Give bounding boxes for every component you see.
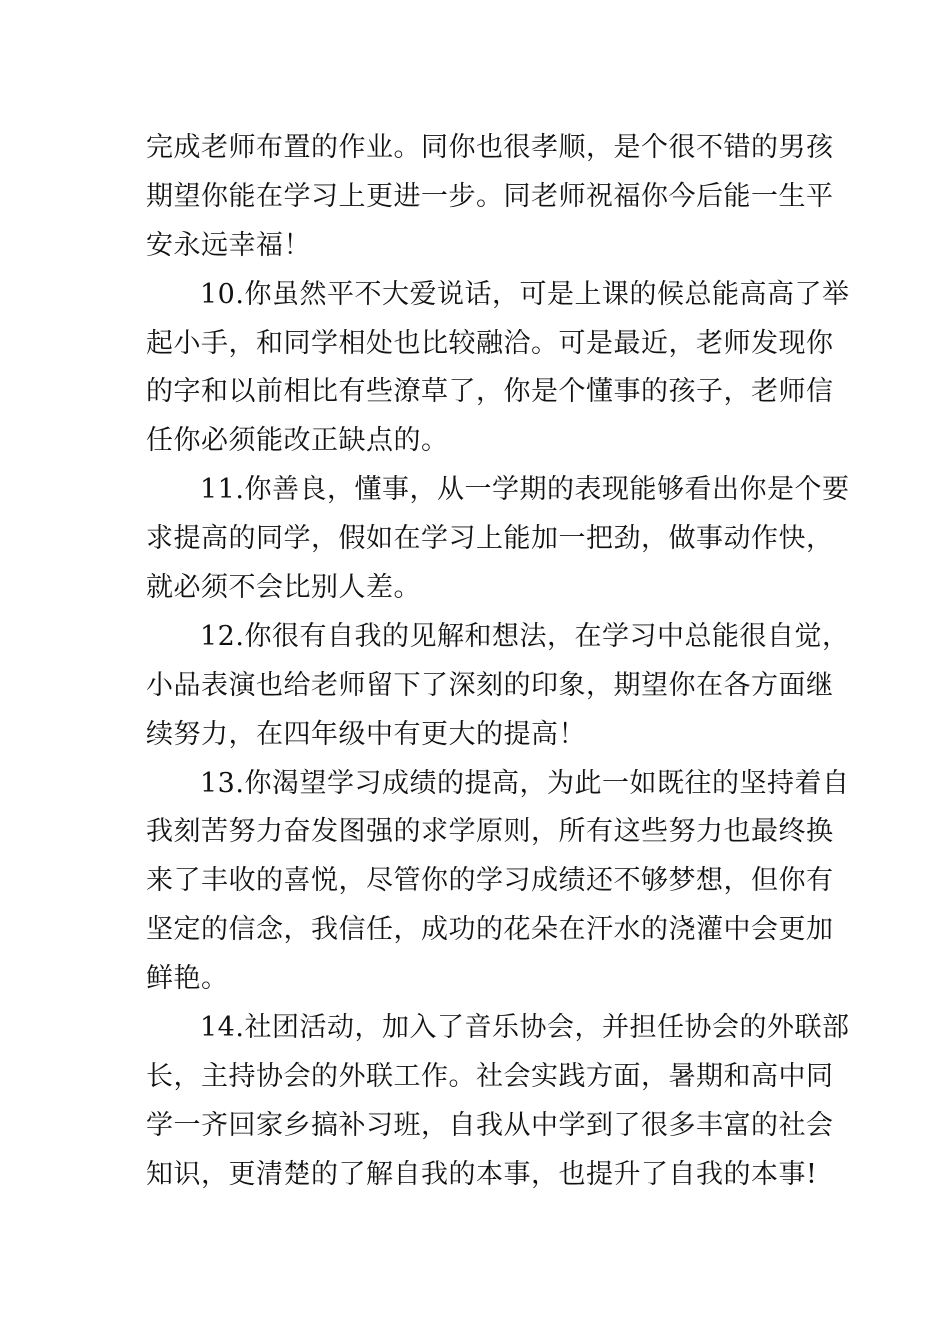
text-line: 期望你能在学习上更进一步。同老师祝福你今后能一生平 <box>146 180 834 212</box>
text-line: 坚定的信念，我信任，成功的花朵在汗水的浇灌中会更加 <box>146 914 834 946</box>
text-line: 任你必须能改正缺点的。 <box>146 425 449 457</box>
text-line: 长，主持协会的外联工作。社会实践方面，暑期和高中同 <box>146 1060 834 1092</box>
text-line: 求提高的同学，假如在学习上能加一把劲，做事动作快， <box>146 523 834 555</box>
text-line: 鲜艳。 <box>146 963 229 995</box>
paragraph-first-line-11: 11.你善良，懂事，从一学期的表现能够看出你是个要 <box>200 474 850 506</box>
text-line: 学一齐回家乡搞补习班，自我从中学到了很多丰富的社会 <box>146 1109 834 1141</box>
text-line: 知识，更清楚的了解自我的本事，也提升了自我的本事! <box>146 1158 818 1190</box>
paragraph-first-line-10: 10.你虽然平不大爱说话，可是上课的候总能高高了举 <box>200 278 850 310</box>
text-line: 来了丰收的喜悦，尽管你的学习成绩还不够梦想，但你有 <box>146 865 834 897</box>
text-line: 起小手，和同学相处也比较融洽。可是最近，老师发现你 <box>146 327 834 359</box>
text-line: 续努力，在四年级中有更大的提高！ <box>146 718 586 750</box>
text-line: 的字和以前相比有些潦草了，你是个懂事的孩子，老师信 <box>146 376 834 408</box>
body-text <box>146 124 850 1200</box>
text-line: 完成老师布置的作业。同你也很孝顺，是个很不错的男孩 <box>146 132 834 163</box>
text-line: 我刻苦努力奋发图强的求学原则，所有这些努力也最终换 <box>146 816 834 848</box>
paragraph-first-line-14: 14.社团活动，加入了音乐协会，并担任协会的外联部 <box>200 1012 850 1044</box>
text-line: 就必须不会比别人差。 <box>146 572 421 604</box>
paragraph-first-line-13: 13.你渴望学习成绩的提高，为此一如既往的坚持着自 <box>200 767 850 799</box>
text-line: 小品表演也给老师留下了深刻的印象，期望你在各方面继 <box>146 669 834 701</box>
paragraph-first-line-12: 12.你很有自我的见解和想法，在学习中总能很自觉， <box>200 620 850 652</box>
text-line: 安永远幸福！ <box>146 229 311 261</box>
